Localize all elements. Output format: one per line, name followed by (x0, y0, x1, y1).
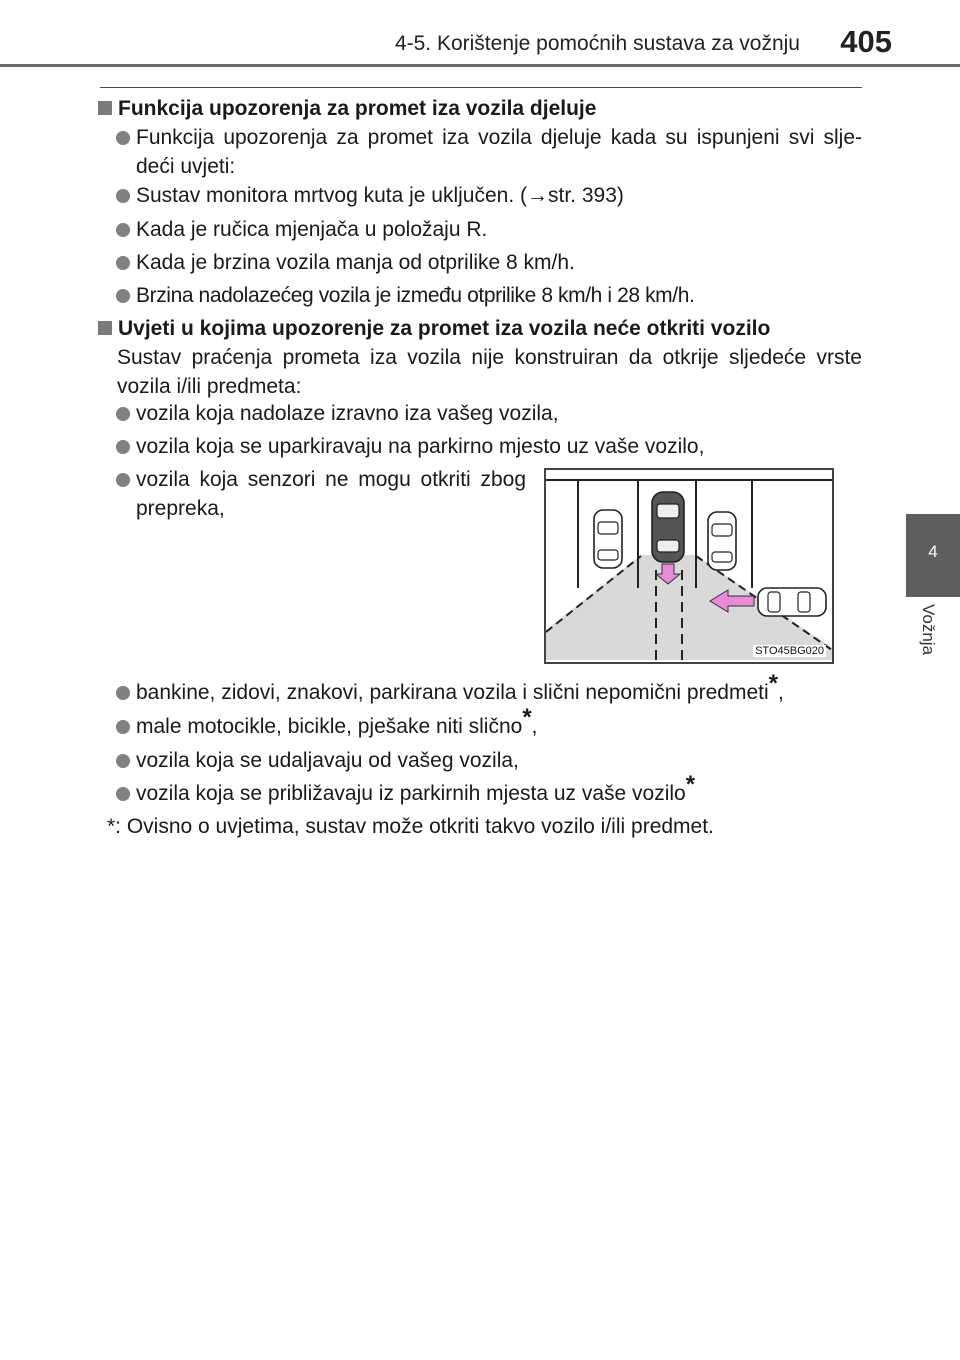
round-bullet-icon (116, 189, 130, 203)
round-bullet-icon (116, 787, 130, 801)
round-bullet-icon (116, 256, 130, 270)
list-item: Kada je brzina vozila manja od otprilike 8 km/h. (116, 248, 862, 277)
parked-car-left (594, 510, 622, 568)
figure-code: STO45BG020 (755, 645, 824, 657)
list-item: Kada je ručica mjenjača u položaju R. (116, 215, 862, 244)
chapter-side-label (906, 604, 960, 674)
section-heading-operation: Funkcija upozorenja za promet iza vozila djeluje (98, 94, 596, 123)
round-bullet-icon (116, 720, 130, 734)
parked-car-right (708, 512, 736, 570)
parking-diagram-svg (546, 470, 832, 662)
round-bullet-icon (116, 407, 130, 421)
round-bullet-icon (116, 686, 130, 700)
page-header (0, 0, 960, 66)
own-vehicle (652, 492, 684, 562)
round-bullet-icon (116, 131, 130, 145)
list-item: male motocikle, bicikle, pješake niti slično*, (116, 712, 862, 741)
list-item: vozila koja senzori ne mogu otkriti zbog prepreka, (116, 465, 526, 523)
content-divider (100, 87, 862, 88)
approaching-car (758, 588, 826, 616)
section-intro: Sustav praćenja prometa iza vozila nije konstruiran da otkrije sljedeće vrste vozila i/ili predmeta: (117, 346, 862, 398)
chapter-title: 4-5. Korištenje pomoćnih sustava za vožnju (394, 32, 800, 55)
list-item: vozila koja se uparkiravaju na parkirno mjesto uz vaše vozilo, (116, 432, 862, 461)
square-bullet-icon (98, 101, 112, 115)
footnote-marker: * (768, 670, 778, 697)
chapter-side-label-text: Vožnja (919, 604, 938, 656)
list-item: Brzina nadolazećeg vozila je između otprilike 8 km/h i 28 km/h. (116, 281, 862, 310)
chapter-tab-number: 4 (928, 542, 938, 561)
square-bullet-icon (98, 321, 112, 335)
round-bullet-icon (116, 754, 130, 768)
list-item: vozila koja se približavaju iz parkirnih mjesta uz vaše vozilo* (116, 779, 862, 808)
list-item: Sustav monitora mrtvog kuta je uključen. (→str. 393) (116, 181, 862, 210)
parking-diagram (544, 468, 834, 664)
round-bullet-icon (116, 473, 130, 487)
section-heading-limitations: Uvjeti u kojima upozorenje za promet iza vozila neće otkriti vozilo (98, 314, 770, 343)
list-item: bankine, zidovi, znakovi, parkirana vozila i slični nepomični predmeti*, (116, 678, 862, 707)
list-item: vozila koja nadolaze izravno iza vašeg vozila, (116, 399, 862, 428)
footnote-marker: * (522, 704, 532, 731)
list-item: vozila koja se udaljavaju od vašeg vozila, (116, 746, 862, 775)
round-bullet-icon (116, 223, 130, 237)
footnote: *: Ovisno o uvjetima, sustav može otkriti takvo vozilo i/ili predmet. (107, 815, 714, 838)
chapter-tab[interactable] (906, 514, 960, 597)
page-number: 405 (840, 24, 892, 59)
header-divider (0, 64, 960, 67)
list-item: Funkcija upozorenja za promet iza vozila djeluje kada su ispunjeni svi slje-deći uvjeti: (116, 123, 862, 181)
round-bullet-icon (116, 440, 130, 454)
footnote-marker: * (685, 771, 696, 798)
round-bullet-icon (116, 289, 130, 303)
